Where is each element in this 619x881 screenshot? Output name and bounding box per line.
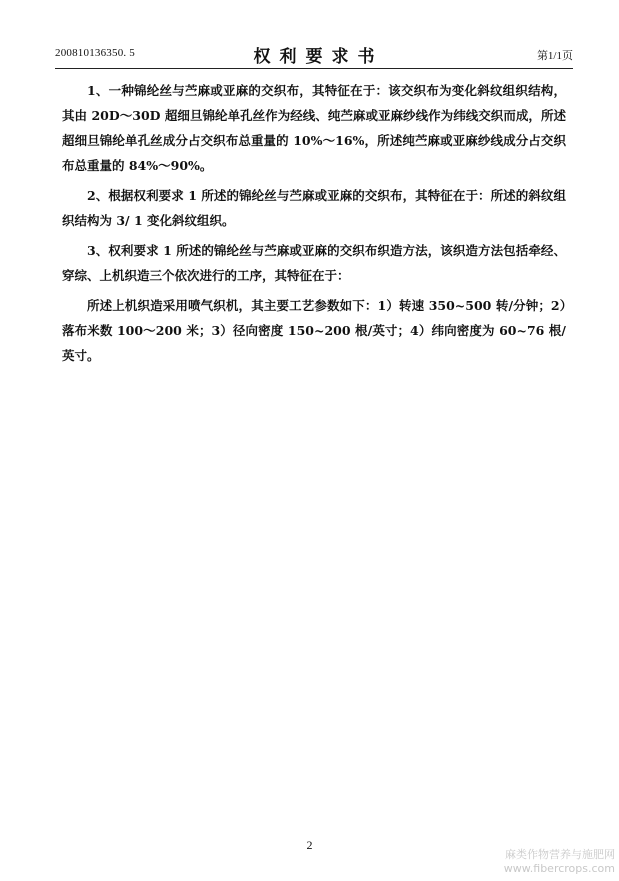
watermark-site-name: 麻类作物营养与施肥网 [505, 848, 615, 861]
page-number: 2 [306, 838, 313, 852]
claim-2: 2、根据权利要求 1 所述的锦纶丝与苎麻或亚麻的交织布，其特征在于：所述的斜纹组织结构为 3/ 1 变化斜纹组织。 [62, 188, 566, 228]
claim-3: 3、权利要求 1 所述的锦纶丝与苎麻或亚麻的交织布织造方法，该织造方法包括牵经、穿综、上机织造三个依次进行的工序，其特征在于： [62, 243, 566, 283]
claim-1: 1、一种锦纶丝与苎麻或亚麻的交织布，其特征在于：该交织布为变化斜纹组织结构，其由 20D～30D 超细旦锦纶单孔丝作为经线、纯苎麻或亚麻纱线作为纬线交织而成，所述超细旦锦纶单孔丝成分占交织布总重量的 10%～16%，所述纯苎麻或亚麻纱线成分占交织布总重量的 84%～90%。 [62, 83, 566, 173]
document-header [55, 42, 573, 67]
document-title: 权利要求书 [253, 47, 384, 67]
page-indicator: 第1/1页 [536, 50, 573, 62]
claim-3-parameters: 所述上机织造采用喷气织机，其主要工艺参数如下：1）转速 350~500 转/分钟；2）落布米数 100～200 米；3）径向密度 150~200 根/英寸；4）纬向密度为 60~76 根/英寸。 [62, 298, 566, 363]
application-number: 200810136350. 5 [55, 47, 135, 59]
watermark [504, 848, 615, 876]
header-divider [55, 68, 573, 69]
claims-body [62, 78, 566, 373]
watermark-url: www.fibercrops.com [503, 862, 615, 875]
